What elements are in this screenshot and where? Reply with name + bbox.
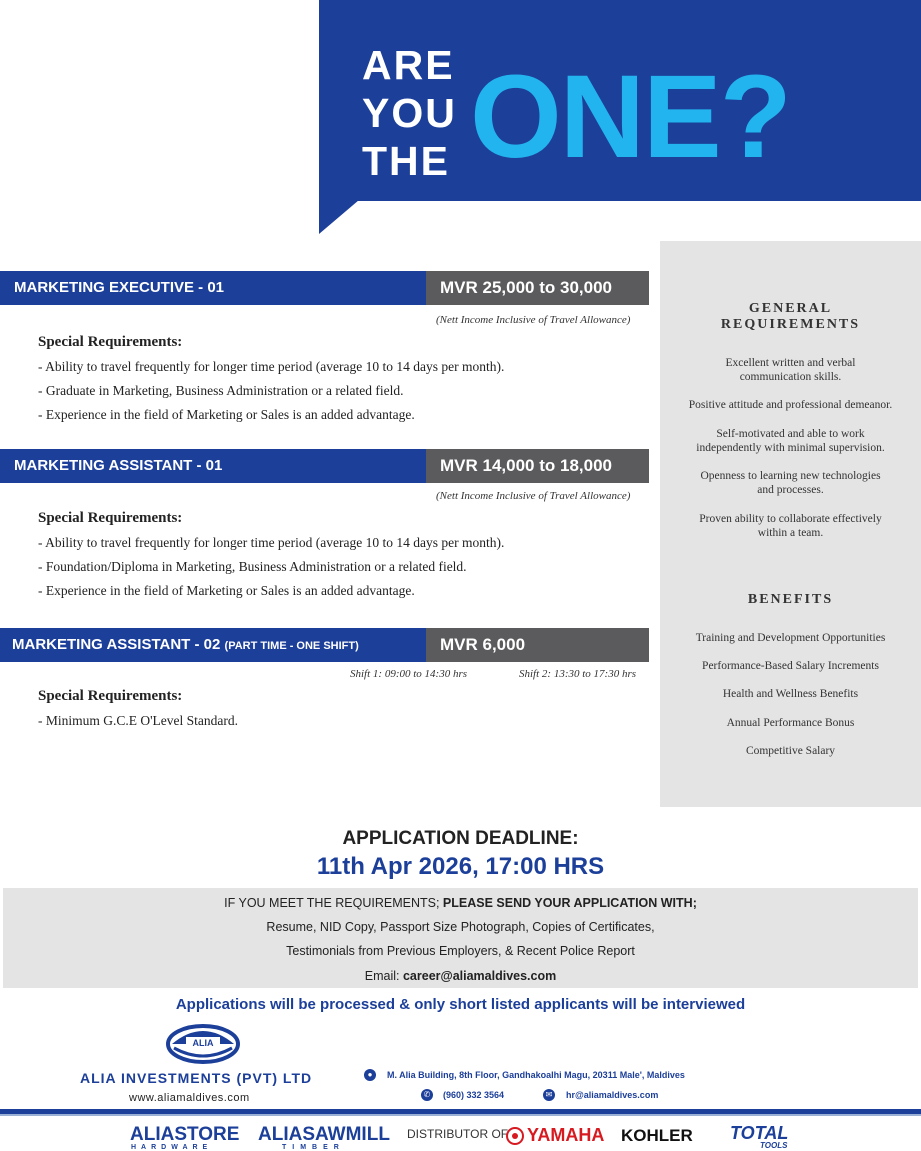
general-requirements-heading-line2: REQUIREMENTS — [720, 317, 861, 332]
apply-documents-line1: Resume, NID Copy, Passport Size Photograph, Copies of Certificates, — [266, 920, 655, 934]
alia-logo-icon — [166, 1024, 240, 1064]
general-item: Proven ability to collaborate effectively within a team. — [699, 513, 882, 539]
brand-kohler: KOHLER — [621, 1126, 693, 1145]
job-title-bar: MARKETING EXECUTIVE - 01 — [0, 271, 426, 305]
deadline-date: 11th Apr 2026, 17:00 HRS — [316, 853, 605, 880]
salary-note: (Nett Income Inclusive of Travel Allowance) — [436, 314, 631, 326]
requirement-line: - Experience in the field of Marketing or Sales is an added advantage. — [38, 407, 415, 422]
apply-documents-line2: Testimonials from Previous Employers, & Recent Police Report — [286, 944, 635, 958]
brand-alia-sawmill: ALIASAWMILL — [258, 1124, 390, 1145]
job-salary-bar: MVR 25,000 to 30,000 — [426, 271, 649, 305]
brand-alia-sawmill-sub: TIMBER — [282, 1144, 345, 1151]
benefit-item: Performance-Based Salary Increments — [702, 660, 879, 672]
job-title-bar: MARKETING ASSISTANT - 01 — [0, 449, 426, 483]
salary-note: (Nett Income Inclusive of Travel Allowance) — [436, 490, 631, 502]
special-requirements-title: Special Requirements: — [38, 510, 183, 526]
requirement-line: - Graduate in Marketing, Business Administration or a related field. — [38, 383, 404, 398]
brand-alia-store: ALIASTORE — [130, 1124, 240, 1145]
requirement-line: - Ability to travel frequently for longer time period (average 10 to 14 days per month). — [38, 359, 505, 374]
company-name: ALIA INVESTMENTS (PVT) LTD — [80, 1070, 313, 1086]
distributor-label: DISTRIBUTOR OF — [407, 1127, 509, 1141]
footer-divider-light — [0, 1114, 921, 1116]
hero-line-are: ARE — [362, 42, 455, 88]
processing-note: Applications will be processed & only short listed applicants will be interviewed — [175, 996, 746, 1013]
hero-banner-tail — [319, 200, 359, 234]
requirement-line: - Minimum G.C.E O'Level Standard. — [38, 713, 239, 728]
general-item: Openness to learning new technologies and processes. — [700, 470, 881, 496]
job-title-bar: MARKETING ASSISTANT - 02 (PART TIME - ONE SHIFT) — [0, 628, 426, 662]
benefit-item: Training and Development Opportunities — [695, 632, 886, 644]
career-email-link[interactable]: career@aliamaldives.com — [402, 969, 557, 983]
requirement-line: - Foundation/Diploma in Marketing, Business Administration or a related field. — [38, 559, 467, 574]
company-website-link[interactable]: www.aliamaldives.com — [129, 1092, 250, 1104]
company-address: M. Alia Building, 8th Floor, Gandhakoalhi Magu, 20311 Male', Maldives — [387, 1070, 685, 1080]
job-salary-bar: MVR 6,000 — [426, 628, 649, 662]
special-requirements-title: Special Requirements: — [38, 688, 183, 704]
benefits-heading: BENEFITS — [747, 592, 834, 607]
logo-text: ALIA — [192, 1038, 214, 1048]
benefit-item: Annual Performance Bonus — [726, 717, 855, 729]
apply-intro: IF YOU MEET THE REQUIREMENTS; PLEASE SEND YOUR APPLICATION WITH; — [224, 896, 697, 910]
requirement-line: - Ability to travel frequently for longer time period (average 10 to 14 days per month). — [38, 535, 505, 550]
hero-line-you: YOU — [362, 90, 457, 136]
yamaha-tuning-fork-icon — [506, 1127, 524, 1145]
brand-total: TOTAL — [730, 1123, 789, 1143]
general-requirements-heading-line1: GENERAL — [748, 301, 833, 316]
requirement-line: - Experience in the field of Marketing or Sales is an added advantage. — [38, 583, 415, 598]
location-pin-icon: ● — [364, 1069, 376, 1081]
shift-note: Shift 1: 09:00 to 14:30 hrs — [350, 668, 468, 680]
brand-total-sub: TOOLS — [760, 1141, 788, 1150]
job-title-suffix: (PART TIME - ONE SHIFT) — [224, 640, 359, 652]
hero-line-the: THE — [362, 138, 450, 184]
brand-yamaha: YAMAHA — [527, 1125, 605, 1145]
general-item: Excellent written and verbal communication skills. — [725, 357, 856, 383]
general-item: Self-motivated and able to work independently with minimal supervision. — [696, 428, 885, 454]
phone-icon: ✆ — [421, 1089, 433, 1101]
job-salary-bar: MVR 14,000 to 18,000 — [426, 449, 649, 483]
special-requirements-title: Special Requirements: — [38, 334, 183, 350]
apply-email: Email: career@aliamaldives.com — [364, 969, 557, 983]
mail-icon: ✉ — [543, 1089, 555, 1101]
general-item: Positive attitude and professional demeanor. — [688, 399, 893, 411]
brand-alia-store-sub: HARDWARE — [131, 1144, 213, 1151]
deadline-label: APPLICATION DEADLINE: — [342, 828, 579, 849]
shift-note: Shift 2: 13:30 to 17:30 hrs — [519, 668, 637, 680]
hero-one-headline: ONE? — [470, 51, 790, 183]
benefit-item: Competitive Salary — [745, 745, 836, 757]
company-email-link[interactable]: hr@aliamaldives.com — [566, 1090, 659, 1100]
company-phone: (960) 332 3564 — [443, 1090, 505, 1100]
benefit-item: Health and Wellness Benefits — [722, 688, 859, 700]
